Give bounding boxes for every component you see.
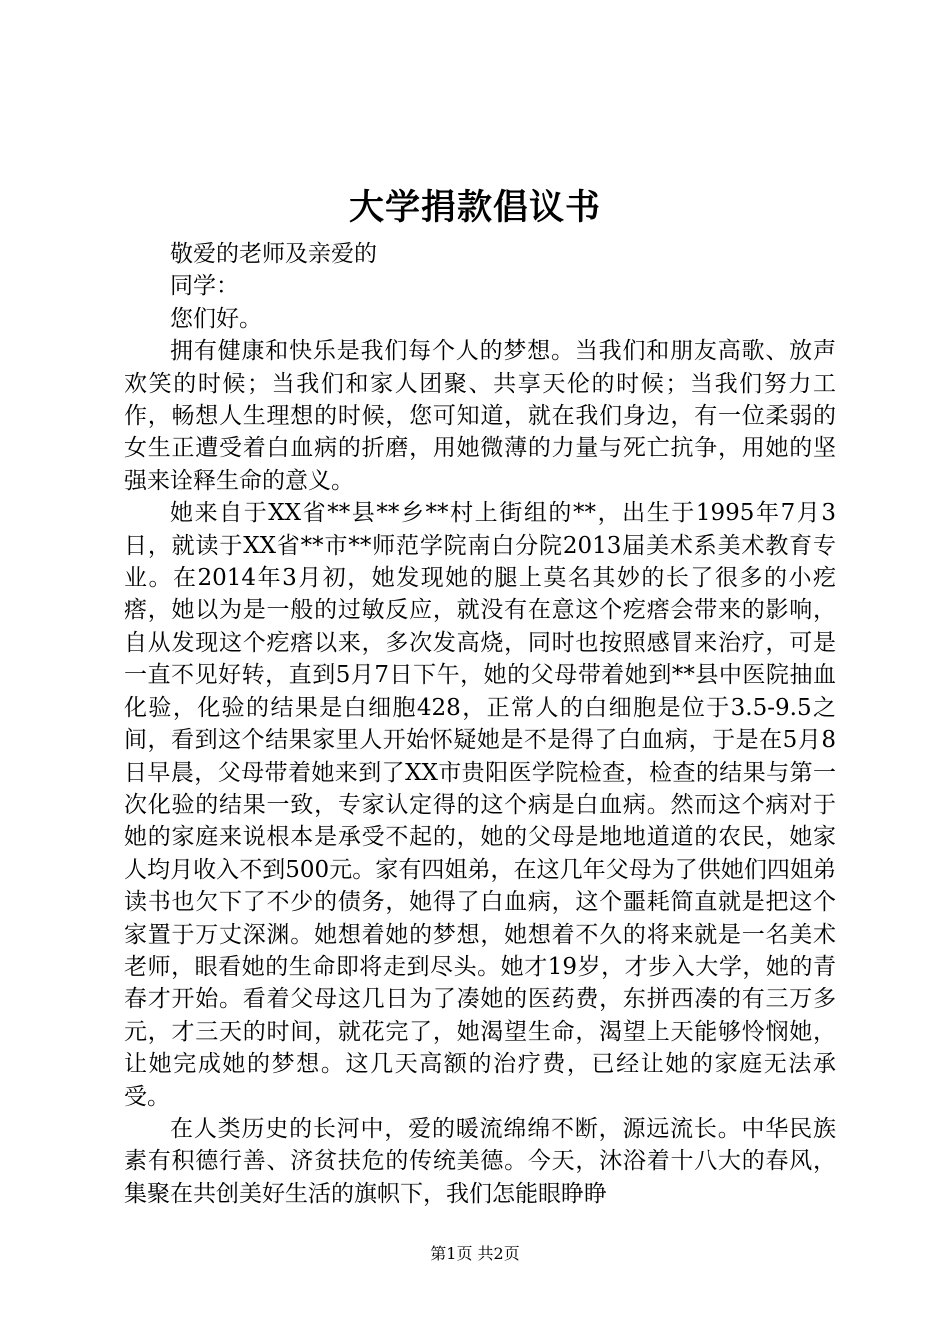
page-footer: 第1页 共2页 [430, 1244, 520, 1263]
body-paragraph-appeal: 在人类历史的长河中，爱的暖流绵绵不断，源远流长。中华民族素有积德行善、济贫扶危的传统美德。今天，沐浴着十八大的春风，集聚在共创美好生活的旗帜下，我们怎能眼睁睁 [124, 1115, 836, 1207]
greeting-line: 您们好。 [170, 305, 262, 332]
salutation-line-1: 敬爱的老师及亲爱的 [170, 241, 377, 267]
document-body [124, 238, 836, 1210]
document-title: 大学捐款倡议书 [348, 187, 601, 228]
salutation-line-2: 同学： [170, 273, 239, 300]
body-paragraph-story: 她来自于XX省**县**乡**村上街组的**，出生于1995年7月3日，就读于XX省**市**师范学院南白分院2013届美术系美术教育专业。在2014年3月初，她发现她的腿上莫名其妙的长了很多的小疙瘩，她以为是一般的过敏反应，就没有在意这个疙瘩会带来的影响，自从发现这个疙瘩以来，多次发高烧，同时也按照感冒来治疗，可是一直不见好转，直到5月7日下午，她的父母带着她到**县中医院抽血化验，化验的结果是白细胞428，正常人的白细胞是位于3.5-9.5之间，看到这个结果家里人开始怀疑她是不是得了白血病，于是在5月8日早晨，父母带着她来到了XX市贵阳医学院检查，检查的结果与第一次化验的结果一致，专家认定得的这个病是白血病。然而这个病对于她的家庭来说根本是承受不起的，她的父母是地地道道的农民，她家人均月收入不到500元。家有四姐弟，在这几年父母为了供她们四姐弟读书也欠下了不少的债务，她得了白血病，这个噩耗简直就是把这个家置于万丈深渊。她想着她的梦想，她想着不久的将来就是一名美术老师，眼看她的生命即将走到尽头。她才19岁，才步入大学，她的青春才开始。看着父母这几日为了凑她的医药费，东拼西凑的有三万多元，才三天的时间，就花完了，她渴望生命，渴望上天能够怜悯她，让她完成她的梦想。这几天高额的治疗费，已经让她的家庭无法承受。 [124, 500, 836, 1110]
body-paragraph-intro: 拥有健康和快乐是我们每个人的梦想。当我们和朋友高歌、放声欢笑的时候；当我们和家人团聚、共享天伦的时候；当我们努力工作，畅想人生理想的时候，您可知道，就在我们身边，有一位柔弱的女生正遭受着白血病的折磨，用她微薄的力量与死亡抗争，用她的坚强来诠释生命的意义。 [124, 338, 836, 494]
